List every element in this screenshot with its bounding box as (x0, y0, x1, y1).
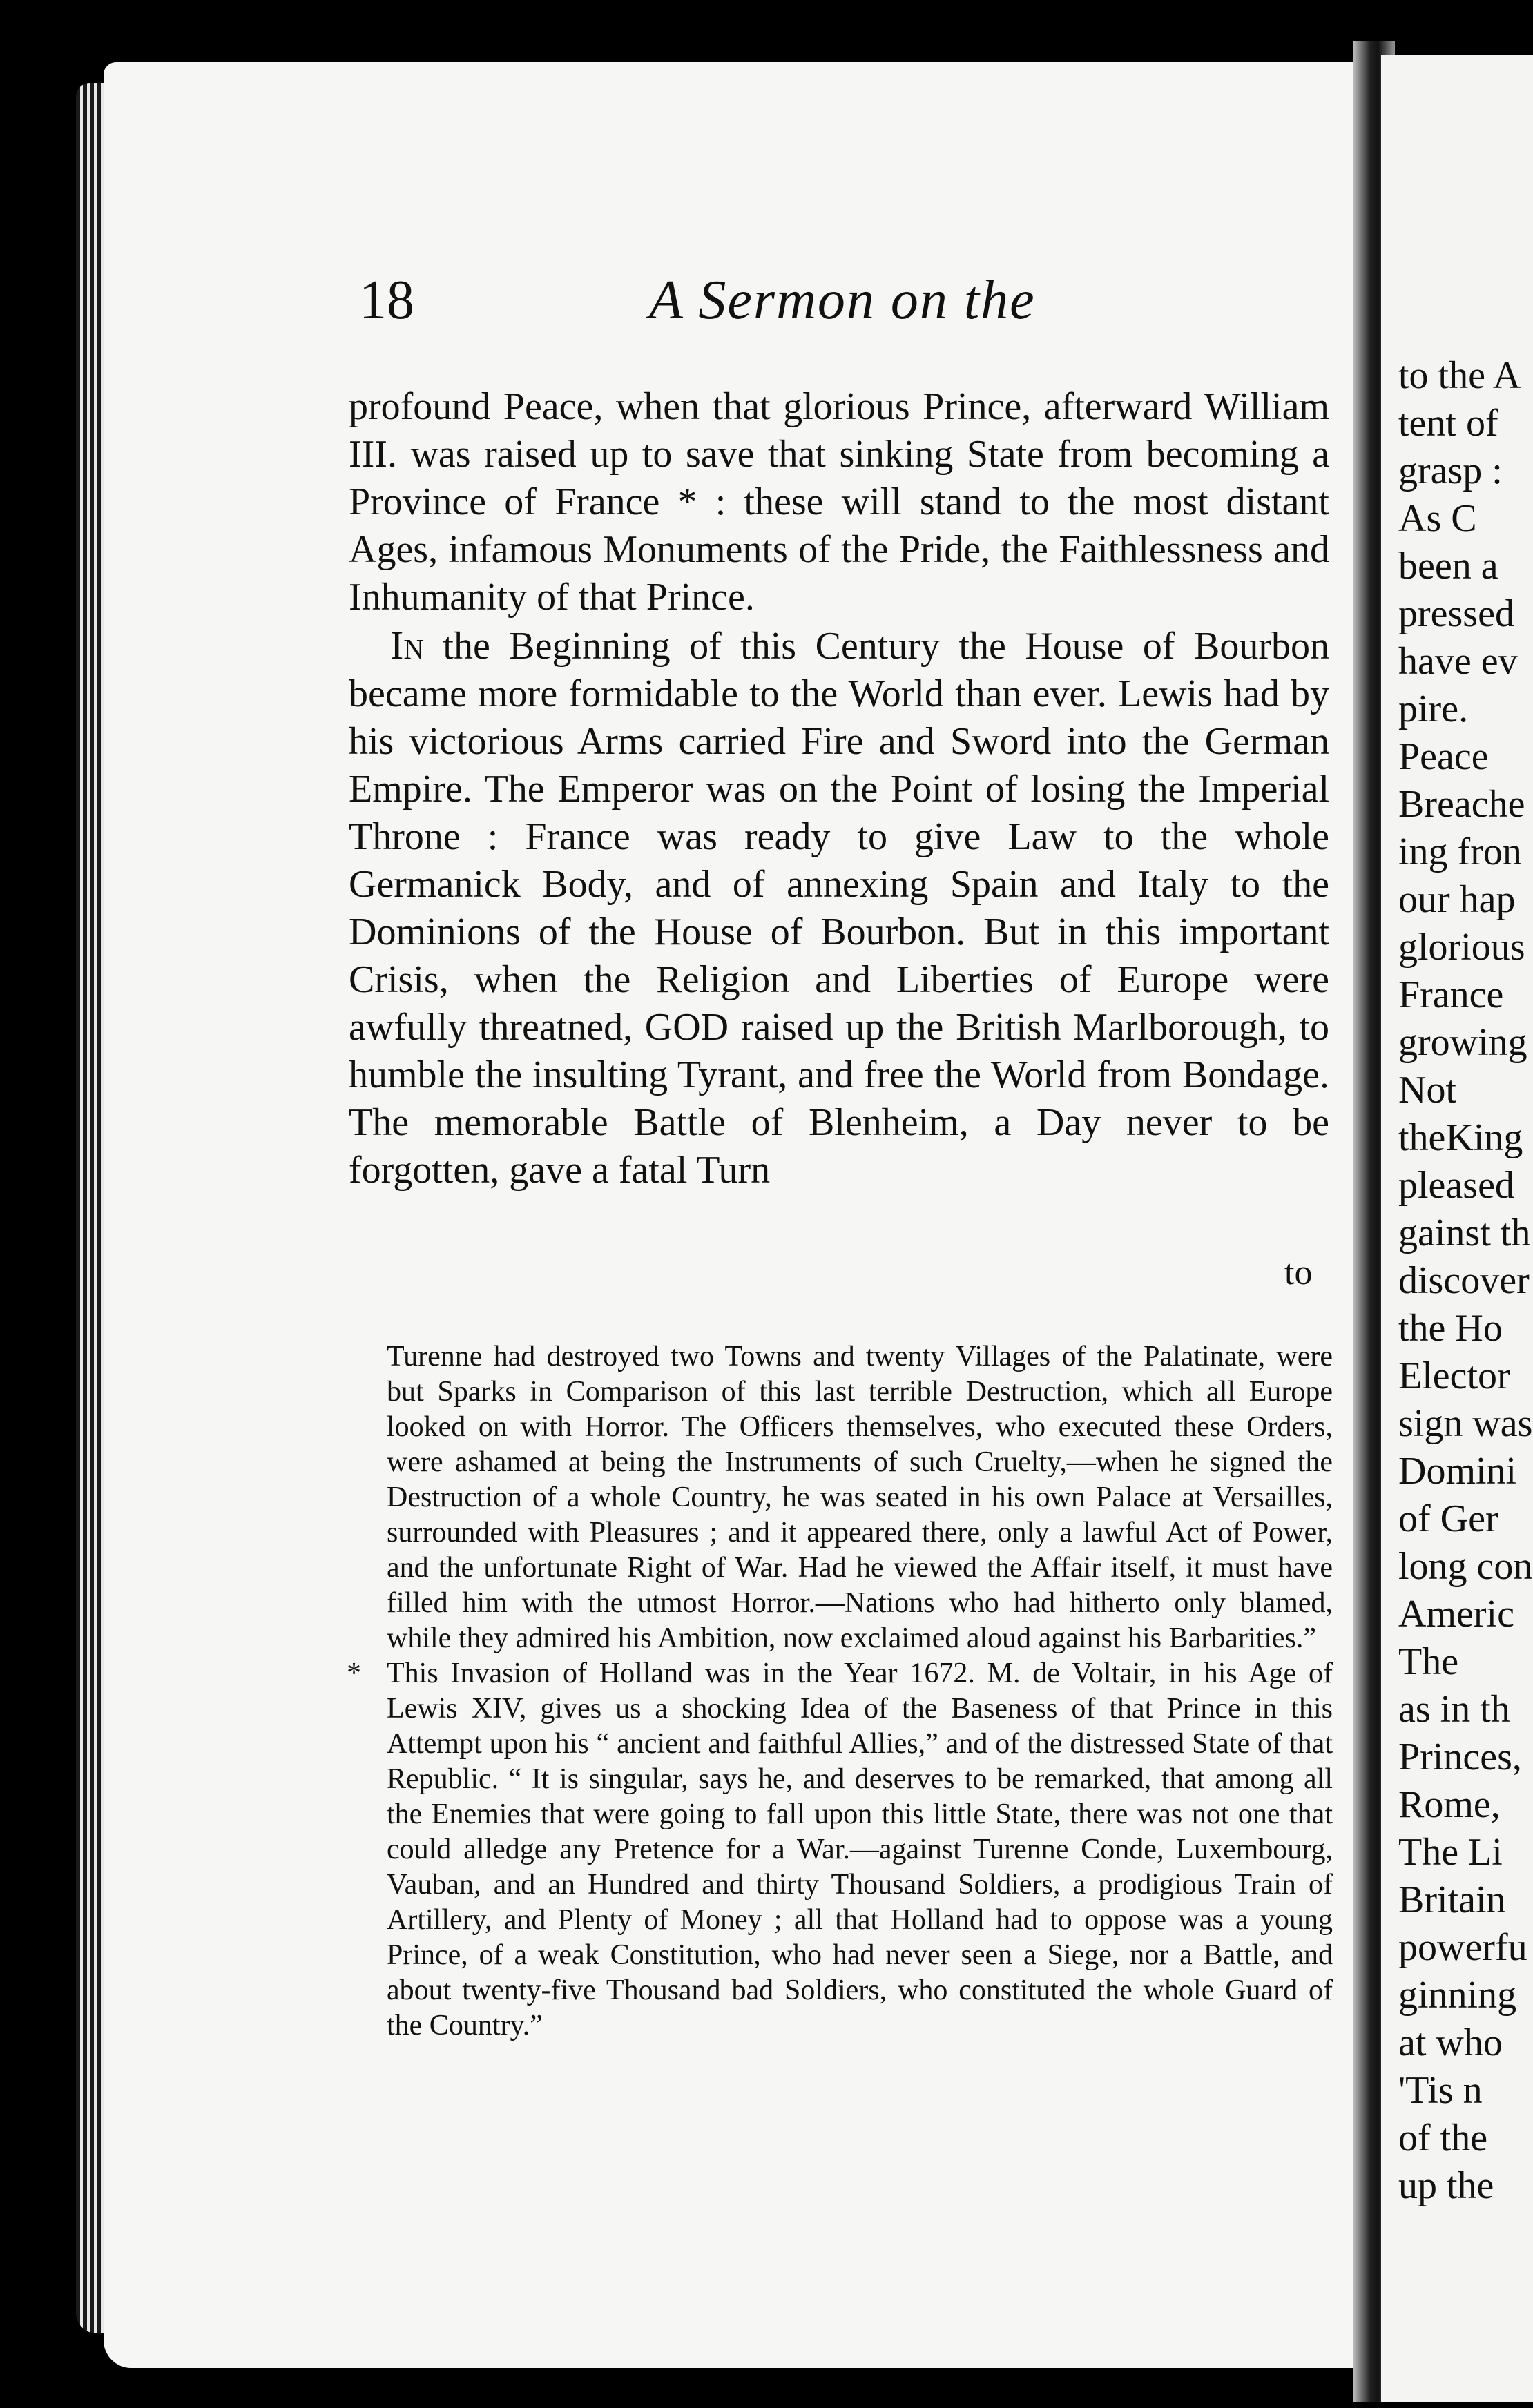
right-page-line: The (1398, 1640, 1459, 1683)
right-page-line: ing fron (1398, 831, 1522, 873)
right-page-line: Rome, (1398, 1783, 1501, 1826)
right-page-line: gainst th (1398, 1212, 1531, 1254)
paragraph-2 (349, 621, 1329, 1194)
right-page-line: up the (1398, 2164, 1494, 2207)
right-page-line: ginning (1398, 1974, 1517, 2017)
right-page-text (1398, 352, 1533, 2210)
right-page-line: The Li (1398, 1831, 1503, 1874)
right-page-line: Breache (1398, 783, 1525, 826)
paragraph-2-text: the Beginning of this Century the House of Bourbon became more formidable to the World than ever. Lewis had by his victorious Arms carried Fire and Sword into the German Empire. The Emperor was on the Point of losing the Imperial Throne : France was ready to give Law to the whole Germanick Body, and of annexing Spain and Italy to the Dominions of the House of Bourbon. But in this important Crisis, when the Religion and Liberties of Europe were awfully threatned, GOD raised up the British Marlborough, to humble the insulting Tyrant, and free the World from Bondage. The memorable Battle of Blenheim, a Day never to be forgotten, gave a fatal Turn (349, 625, 1329, 1192)
paragraph-1: profound Peace, when that glorious Prince, afterward William III. was raised up to save that sinking State from becoming a Province of France * : these will stand to the most distant Ages, infamous Monuments of the Pride, the Faithlessness and Inhumanity of that Prince. (349, 385, 1329, 619)
right-page-line: of the (1398, 2117, 1488, 2159)
right-page-line: France (1398, 973, 1504, 1016)
right-page-line: Britain (1398, 1878, 1506, 1921)
body-text (349, 383, 1329, 1194)
right-page-line: at who (1398, 2021, 1503, 2064)
right-page-line: tent of (1398, 402, 1498, 445)
right-page-line: Not (1398, 1069, 1456, 1111)
right-page-line: pleased (1398, 1164, 1514, 1207)
right-page-line: have ev (1398, 640, 1518, 683)
right-page-line: Domini (1398, 1450, 1517, 1493)
right-page-line: glorious (1398, 926, 1525, 969)
right-page-line: as in th (1398, 1688, 1510, 1731)
right-page-line: growing (1398, 1021, 1527, 1064)
footnote-2-text: This Invasion of Holland was in the Year 1672. M. de Voltair, in his Age of Lewis XIV, gives us a shocking Idea of the Baseness of that Prince in this Attempt upon his “ ancient and faithful Allies,” and of the distressed State of that Republic. “ It is singular, says he, and deserves to be remarked, that among all the Enemies that were going to fall upon this little State, there was not one that could alledge any Pretence for a War.—against Turenne Conde, Luxembourg, Vauban, and an Hundred and thirty Thousand Soldiers, a prodigious Train of Artillery, and Plenty of Money ; all that Holland had to oppose was a young Prince, of a weak Constitution, who had never seen a Siege, nor a Battle, and about twenty-five Thousand bad Soldiers, who constituted the whole Guard of the Country.” (387, 1658, 1333, 2041)
footnote-1: Turenne had destroyed two Towns and twenty Villages of the Palatinate, were but Sparks in Comparison of this last terrible Destruction, which all Europe looked on with Horror. The Officers themselves, who executed these Orders, were ashamed at being the Instruments of such Cruelty,—when he signed the Destruction of a whole Country, he was seated in his own Palace at Versailles, surrounded with Pleasures ; and it appeared there, only a lawful Act of Power, and the unfortunate Right of War. Had he viewed the Affair itself, it must have filled him with the utmost Horror.—Nations who had hitherto only blamed, while they admired his Ambition, now exclaimed aloud against his Barbarities.” (387, 1341, 1333, 1654)
page-header (359, 266, 1340, 342)
footnote-mark: * (347, 1658, 361, 1689)
catchword: to (1284, 1253, 1313, 1292)
right-page-line: Peace (1398, 735, 1489, 778)
right-page-line: sign was (1398, 1402, 1533, 1445)
right-page-line: Americ (1398, 1593, 1514, 1635)
footnote-2 (347, 1656, 1333, 2043)
right-page-line: pire. (1398, 688, 1469, 730)
page-number: 18 (359, 270, 414, 331)
right-page-line: As C (1398, 497, 1477, 540)
running-head: A Sermon on the (649, 270, 1036, 331)
right-page-line: long con (1398, 1545, 1533, 1588)
right-page-line: theKing (1398, 1116, 1523, 1159)
right-page-line: grasp : (1398, 449, 1503, 492)
right-page-line: the Ho (1398, 1307, 1503, 1350)
right-page-line: 'Tis n (1398, 2069, 1483, 2112)
footnotes (347, 1339, 1333, 2043)
paragraph-2-lead: In (390, 623, 424, 668)
right-page-line: pressed (1398, 592, 1514, 635)
right-page-line: been a (1398, 545, 1498, 588)
right-page-line: Elector (1398, 1354, 1510, 1397)
right-page-line: of Ger (1398, 1497, 1498, 1540)
right-page-line: discover (1398, 1259, 1530, 1302)
right-page-line: our hap (1398, 878, 1516, 921)
right-page-line: powerfu (1398, 1926, 1527, 1969)
right-page-line: Princes, (1398, 1736, 1522, 1778)
right-page-line: to the A (1398, 354, 1521, 397)
